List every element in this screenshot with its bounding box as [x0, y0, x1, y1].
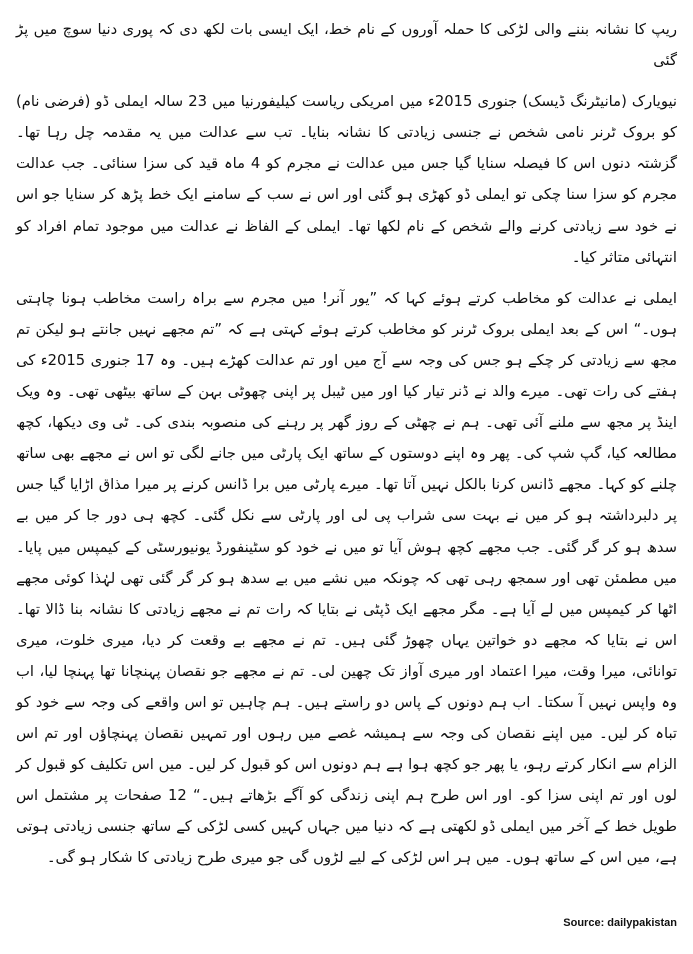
article-paragraph-2: ایملی نے عدالت کو مخاطب کرتے ہوئے کہا کہ ”یور آنر! میں مجرم سے براہ راست مخاطب ہونا چاہتی ہوں۔“ اس کے بعد ایملی بروک ٹرنر کو مخاطب کرتے ہوئے کہتی ہے کہ ”تم مجھے نہیں جانتے ہو لیکن تم مجھ سے زیادتی کر چکے ہو جس کی وجہ سے آج میں اور تم عدالت کھڑے ہیں۔ وہ 17 جنوری 2015ء کی ہفتے کی رات تھی۔ میرے والد نے ڈنر تیار کیا اور میں ٹیبل پر اپنی چھوٹی بہن کے ساتھ بیٹھی تھی۔ وہ ویک اینڈ پر مجھ سے ملنے آئی تھی۔ ہم نے چھٹی کے روز گھر پر رہنے کی منصوبہ بندی کی۔ ٹی وی دیکھا، کچھ مطالعہ کیا، گپ شپ کی۔ پھر وہ اپنے دوستوں کے ساتھ ایک پارٹی میں جانے لگی تو اس نے مجھے بھی ساتھ چلنے کو کہا۔ مجھے ڈانس کرنا بالکل نہیں آتا تھا۔ میرے پارٹی میں برا ڈانس کرنے پر میرا مذاق اڑایا گیا جس پر دلبرداشتہ ہو کر میں نے بہت سی شراب پی لی اور پارٹی سے نکل گئی۔ کچھ ہی دور جا کر میں بے سدھ ہو کر گر گئی۔ جب مجھے کچھ ہوش آیا تو میں نے خود کو سٹینفورڈ یونیورسٹی کے کیمپس میں پایا۔ میں مطمئن تھی اور سمجھ رہی تھی کہ چونکہ میں نشے میں بے سدھ ہو کر گر گئی تھی لہٰذا کوئی مجھے اٹھا کر کیمپس میں لے آیا ہے۔ مگر مجھے ایک ڈپٹی نے بتایا کہ رات تم نے مجھے زیادتی کا نشانہ بنا ڈالا تھا۔ اس نے بتایا کہ مجھے دو خواتین یہاں چھوڑ گئی ہیں۔ تم نے مجھے بے وقعت کر دیا، میری خلوت، میری توانائی، میرا وقت، میرا اعتماد اور میری آواز تک چھین لی۔ تم نے مجھے جو نقصان پہنچانا تھا پہنچا لیا، اب وہ واپس نہیں آ سکتا۔ اب ہم دونوں کے پاس دو راستے ہیں۔ ہم چاہیں تو اس واقعے کی وجہ سے خود کو تباہ کر لیں۔ میں اپنے نقصان کی وجہ سے ہمیشہ غصے میں رہوں اور تمہیں نقصان پہنچاؤں اور تم اس الزام سے انکار کرتے رہو، یا پھر جو کچھ ہوا ہے ہم دونوں اس کو قبول کر لیں۔ میں اس تکلیف کو قبول کر لوں اور تم اپنی سزا کو۔ اور اس طرح ہم اپنی زندگی کو آگے بڑھاتے ہیں۔“ 12 صفحات پر مشتمل اس طویل خط کے آخر میں ایملی ڈو لکھتی ہے کہ دنیا میں جہاں کہیں کسی لڑکی کے ساتھ جنسی زیادتی ہوتی ہے، میں اس کے ساتھ ہوں۔ میں ہر اس لڑکی کے لیے لڑوں گی جو میری طرح زیادتی کا شکار ہو گی۔ [16, 289, 678, 867]
source-credit: Source: dailypakistan [563, 917, 677, 929]
article-paragraph-1: نیویارک (مانیٹرنگ ڈیسک) جنوری 2015ء میں امریکی ریاست کیلیفورنیا میں 23 سالہ ایملی ڈو (فرضی نام) کو بروک ٹرنر نامی شخص نے جنسی زیادتی کا نشانہ بنایا۔ تب سے عدالت میں یہ مقدمہ چل رہا تھا۔ گزشتہ دنوں اس کا فیصلہ سنایا گیا جس میں عدالت نے مجرم کو 4 ماہ قید کی سزا سنائی۔ جب عدالت مجرم کو سزا سنا چکی تو ایملی ڈو کھڑی ہو گئی اور اس نے سب کے سامنے ایک خط پڑھ کر سنایا جو اس نے خود سے زیادتی کرنے والے شخص کے نام لکھا تھا۔ ایملی کے الفاظ نے عدالت میں موجود تمام افراد کو انتہائی متاثر کیا۔ [16, 93, 678, 266]
article-headline: ریپ کا نشانہ بننے والی لڑکی کا حملہ آوروں کے نام خط، ایک ایسی بات لکھ دی کہ پوری دنیا سوچ میں پڑ گئی [16, 21, 677, 70]
